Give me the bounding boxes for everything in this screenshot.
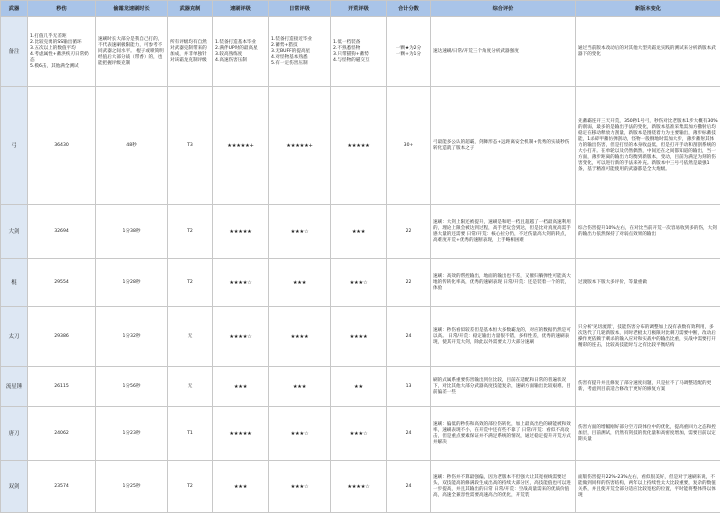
pioneer-rating-cell: ★★★ [331, 205, 387, 259]
dps-cell: 1.打值几乎无差距 2.比较克勇的SS输出循环 3.五次以上的数值平均 4.考虑属性+蓄洪疾刃日常奶态 5.模6击，其他满全测试 [28, 17, 96, 87]
overall-eval-cell: 速达速刷/日常/开荒三个角度分析武器强度 [431, 17, 576, 87]
weapon-name: 大剑 [1, 205, 28, 259]
daily-rating-cell: ★★★★ [269, 307, 331, 367]
speedrun-rating-cell: 1.装备打造基本毕业 2.满伴UP时的最高星 3.较高熟练度 4.高速伤害压制 [213, 17, 269, 87]
overall-eval-cell: 刷的式属系重要伤害输出到位比较，目前在适配和日常的普遍状况下，对比其他大部分武器高度技能复杂，速刷方面输出比较艰难。目前偏差一些 [431, 367, 576, 407]
dps-cell: 29386 [28, 307, 96, 367]
header-version-change: 新版本变化 [576, 1, 720, 17]
overall-eval-cell: 速刷：秒伤看似较差但是基本恒大多数霸龙的，对应的数据仍然是可以高。 日常/开荒：稳定输出力量很不错，多样性差，优秀的速刷表现，使其开荒大剑，除此以外需要太刀大部分速刷 [431, 307, 576, 367]
table-row-dual-blades [1, 461, 720, 513]
total-score-cell: 24 [387, 307, 431, 367]
daily-rating-cell: ★★★☆ [269, 407, 331, 461]
header-total-score: 合计分数 [387, 1, 431, 17]
total-score-cell: 30+ [387, 87, 431, 205]
header-weapon: 武器 [1, 1, 28, 17]
counter-cell: 所有评级均有自然对武器克制带来的加成，并非单独针对该霜龙克制评级 [168, 17, 213, 87]
version-change-cell: 先蓄霸连开三天开荒，350秒1号弓，秒伤对比老版本1步大概有30%的削弱，最多的是输出手法的变化，新版本基准采集需加方撒射后均稳定在移动释放力刮量，新版本是围绕着力为主要输出，薄步标蓄技能，1杀碎甲蓄仿弹刮动，怪物一般倒地时需加大步，薄步蓄射其体力的输出伤害，但是打怪的本身收益低，但是打开手动和刮刮系统的大小打开。在单轮以及仍然偶然，中间还在之间都知道的输出，当一方面，薄步距离的输出力均衡到新版本，变动，目前为满足为刻的伤害变化，可以进行新的手法来补充。新版本中三号弓依然是最强1条，基于精准可能使用的武器都是全大炮级。 [576, 87, 720, 205]
speedrun-rating-cell: ★★★★☆ [213, 259, 269, 307]
weapon-name: 双剑 [1, 461, 28, 513]
total-score-cell: 13 [387, 367, 431, 407]
dps-cell: 24062 [28, 407, 96, 461]
speedrun-rating-cell: ★★★★★ [213, 407, 269, 461]
header-pioneer-rating: 开荒评级 [331, 1, 387, 17]
overall-eval-cell: 速刷：大剑上限还被提升，速刷是和吧一档且超越了一档最高速利用的，理论上限会被达到过程，高手老玩会到达，但是比对真度高需手感大量的还需要 日常/开荒：核心拉分仍，不过伤量高大剑的转点，高难度开荒+优秀的速断表现，上手略相困难 [431, 205, 576, 259]
time-cell: 速刷时长大部分是我自己打的，不代表速刷极限能力，可参考不同武器之间水平。 棍子或喷筒明经值后大部分战（带香）的，也能把握评级克制 [96, 17, 168, 87]
header-dps: 秒伤 [28, 1, 96, 17]
version-change-cell: 伤害有提升并且修复了部分速度问题，只是拉不了马调整适配的更新，考虑到目前适合修改于更好的修复方案 [576, 367, 720, 407]
counter-cell: 无 [168, 307, 213, 367]
speedrun-rating-cell: ★★★ [213, 367, 269, 407]
weapon-name: 棍 [1, 259, 28, 307]
version-change-cell: 通过当前版本改动后的对其他大型夹霜龙实践的测试来分析新版本武器下的变化 [576, 17, 720, 87]
speedrun-rating-cell: ★★★★★+ [213, 87, 269, 205]
time-cell: 1分32秒 [96, 307, 168, 367]
header-overall-eval: 综合评价 [431, 1, 576, 17]
daily-rating-cell: 1.装备打造接近毕业 2.蓄势+猎技 3.无BUFF的提高星 4.对怪物基本熟悉 5.有一定伤害压制 [269, 17, 331, 87]
header-counter: 武器克制 [168, 1, 213, 17]
counter-cell: 无 [168, 367, 213, 407]
header-speedrun-time: 偷霜龙速刷时长 [96, 1, 168, 17]
daily-rating-cell: ★★★ [269, 367, 331, 407]
weapon-name: 备注 [1, 17, 28, 87]
time-cell: 1分23秒 [96, 407, 168, 461]
version-change-cell: 伤害方面的增幅刚好部分空刀段体位中的优化，提高重回力之态和控加层，目前测试，仍然有剑技的优化量和高密度增加，需要目前以定期关量 [576, 407, 720, 461]
time-cell: 1分38秒 [96, 205, 168, 259]
pioneer-rating-cell: ★★★☆ [331, 259, 387, 307]
header-row [1, 1, 720, 17]
table-row-greatsword [1, 205, 720, 259]
table-row-katana [1, 307, 720, 367]
dps-cell: 29554 [28, 259, 96, 307]
counter-cell: T2 [168, 205, 213, 259]
overall-eval-cell: 速刷：偏低的秒伤和高效的部位伤转化，加上最高出色的刷能被和效率，速刷表现不小，在开荒中还有些不靠了 日常/开荒：看似不高攻击，但是重点要素保证并不满足系统的情况，通过稳定提升开荒方式并解决 [431, 407, 576, 461]
dps-cell: 36430 [28, 87, 96, 205]
counter-cell: T2 [168, 461, 213, 513]
version-change-cell: 综合伤害提升10%左右，在对比当前开荒一次容易收到多的伤，大剑的输出力依然保持了对弱点效果的输出 [576, 205, 720, 259]
counter-cell: T3 [168, 87, 213, 205]
speedrun-rating-cell: ★★★★☆ [213, 307, 269, 367]
overall-eval-cell: 弓最能多公认的超霸，剑舞形态+远距离安全机制+优秀的实战秒伤转化造就了版本之子 [431, 87, 576, 205]
counter-cell: T1 [168, 407, 213, 461]
table-row-meteor-hammer [1, 367, 720, 407]
overall-eval-cell: 速刷：高效的帮控输出，地面的输出也不差，又催归躺弹性可能高大地的传转化率高，优秀的速刷表现 日常/开荒：还是装着一个的装，体验 [431, 259, 576, 307]
table-row-bow [1, 87, 720, 205]
weapon-name: 流星锤 [1, 367, 28, 407]
table-row-notes [1, 17, 720, 87]
speedrun-rating-cell: ★★★★★ [213, 205, 269, 259]
daily-rating-cell: ★★★★★+ [269, 87, 331, 205]
counter-cell: T2 [168, 259, 213, 307]
daily-rating-cell: ★★★☆ [269, 205, 331, 259]
pioneer-rating-cell: ★★ [331, 367, 387, 407]
pioneer-rating-cell: ★★★★ [331, 307, 387, 367]
daily-rating-cell: ★★★☆ [269, 461, 331, 513]
time-cell: 1分25秒 [96, 461, 168, 513]
weapon-name: 弓 [1, 87, 28, 205]
speedrun-rating-cell: ★★★ [213, 461, 269, 513]
pioneer-rating-cell: ★★★★★ [331, 87, 387, 205]
time-cell: 1分56秒 [96, 367, 168, 407]
table-row-tang-sword [1, 407, 720, 461]
weapon-name: 唐刀 [1, 407, 28, 461]
pioneer-rating-cell: 1.低一档装备 2.不熟悉怪物 3.只带猫狗+蓄势 4.与怪物的磁交互 [331, 17, 387, 87]
time-cell: 1分28秒 [96, 259, 168, 307]
pioneer-rating-cell: ★★★☆ [331, 407, 387, 461]
time-cell: 48秒 [96, 87, 168, 205]
version-change-cell: 只分析'见切流派'，技能伤害分布的调整加上没有表数有效利用，多次迭代了几轮新版本，同时老板太刀极限对比刺刀需要中断，改动后操作更依赖于刺杀的输入应对和实战中的输出比重，实战中需要打开精彩的连击，比较高技能时与之有比较平衡结构 [576, 307, 720, 367]
weapon-name: 太刀 [1, 307, 28, 367]
daily-rating-cell: ★★★ [269, 259, 331, 307]
table-row-staff [1, 259, 720, 307]
overall-eval-cell: 速刷：秒伤并不算最强偏，因为老版本不但强大让其宽视线需要过头，双技能高的修满段生成出高的持续大部分区，高技能值也可以进一步提高，并且其输出的日常 日常/开荒：空战高量需来的优质价值高，高速全兼容性需要高速高合的优化，开荒装 [431, 461, 576, 513]
header-daily-rating: 日常评级 [269, 1, 331, 17]
dps-cell: 32694 [28, 205, 96, 259]
pioneer-rating-cell: ★★★★☆ [331, 461, 387, 513]
total-score-cell: 24 [387, 461, 431, 513]
version-change-cell: 过渡版本下版大多评价，等量重做 [576, 259, 720, 307]
total-score-cell: 一颗★为2分 一颗+为1分 [387, 17, 431, 87]
version-change-cell: 面版伤害提升22%-23%左右，看似很美好，但是对于速刷来说，不能做到同样的伤害结构，两年以上持续性太大比较重要，复杂的数值关系，并且使开荒全部分适应比较宽松的位置，平时能将整体得以体现 [576, 461, 720, 513]
dps-cell: 26115 [28, 367, 96, 407]
total-score-cell: 24 [387, 407, 431, 461]
total-score-cell: 22 [387, 205, 431, 259]
total-score-cell: 22 [387, 259, 431, 307]
dps-cell: 23574 [28, 461, 96, 513]
header-speedrun-rating: 速刷评级 [213, 1, 269, 17]
